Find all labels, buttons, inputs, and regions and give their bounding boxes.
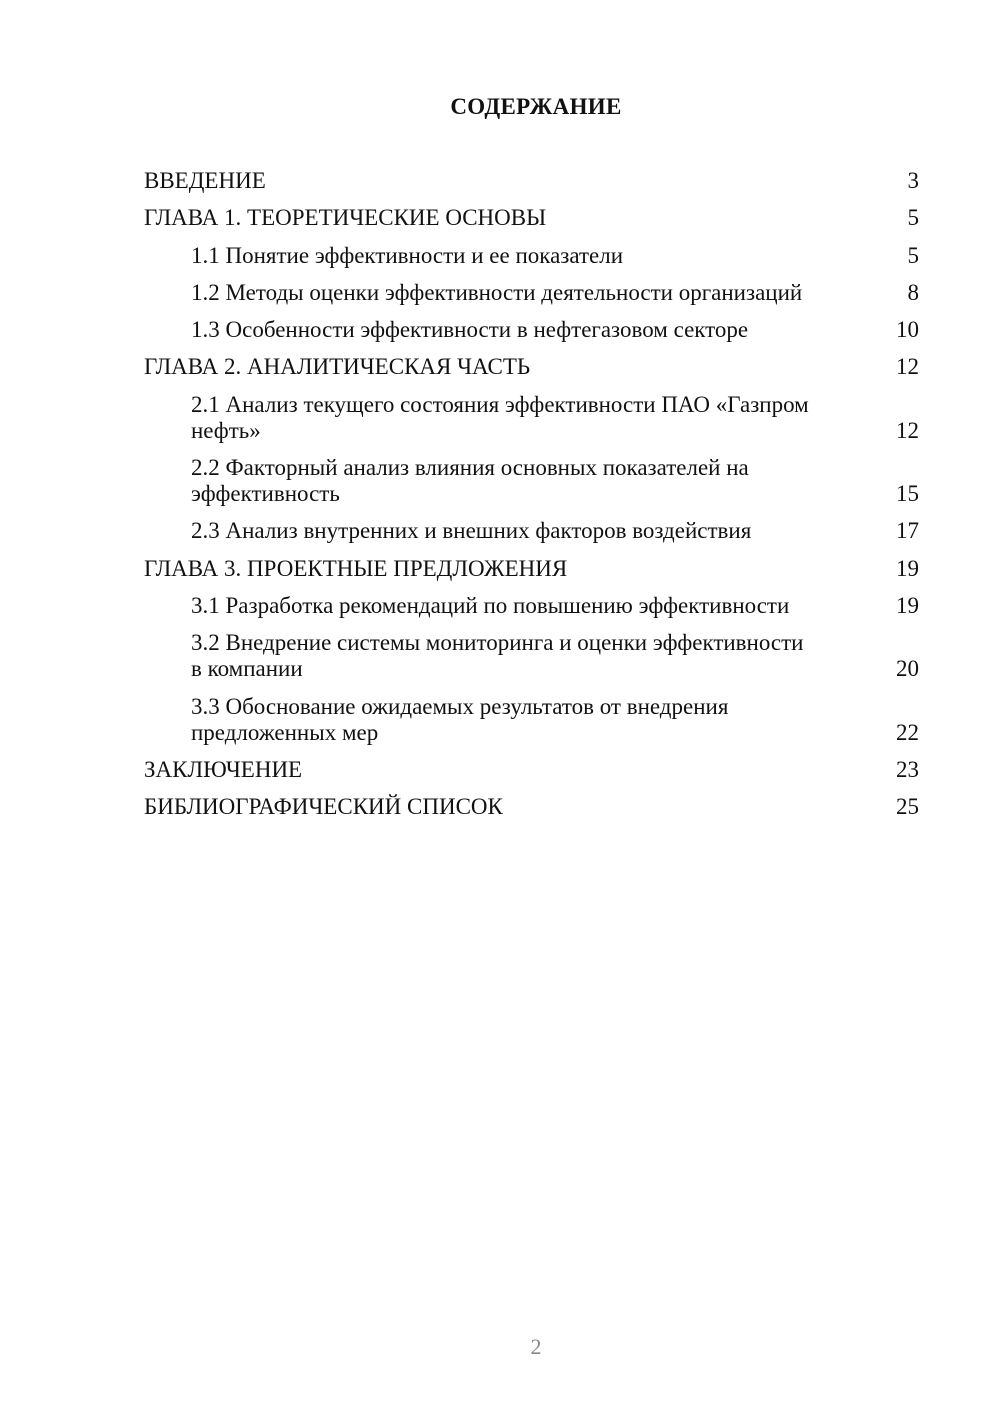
toc-entry-text: 1.1 Понятие эффективности и ее показатели xyxy=(191,242,624,268)
toc-entry-section-3-2[interactable] xyxy=(144,630,919,682)
toc-entry-page: 3 xyxy=(907,168,919,193)
toc-entry-page: 5 xyxy=(907,242,919,268)
toc-entry-page: 15 xyxy=(896,481,919,507)
toc-title: СОДЕРЖАНИЕ xyxy=(450,94,622,119)
toc-entry-page: 22 xyxy=(896,719,919,745)
toc-entry-section-1-2[interactable] xyxy=(144,280,919,306)
toc-entry-text: 3.1 Разработка рекомендаций по повышению эффективности xyxy=(191,592,790,618)
page-number: 2 xyxy=(530,1334,542,1359)
toc-entry-page: 8 xyxy=(907,279,919,305)
toc-entry-text: 3.2 Внедрение системы мониторинга и оценки эффективности в компании xyxy=(191,630,804,682)
toc-entry-section-2-1[interactable] xyxy=(144,392,919,444)
toc-entry-text: ГЛАВА 1. ТЕОРЕТИЧЕСКИЕ ОСНОВЫ xyxy=(144,205,547,231)
toc-entry-text: ЗАКЛЮЧЕНИЕ xyxy=(144,756,303,782)
toc-entry-page: 12 xyxy=(896,417,919,443)
toc-entry-page: 17 xyxy=(896,518,919,544)
toc-entry-page: 19 xyxy=(896,592,919,618)
toc-entry-text: 2.3 Анализ внутренних и внешних факторов воздействия xyxy=(191,518,752,544)
toc-entry-chapter-1[interactable] xyxy=(144,205,919,231)
toc-entry-text: ВВЕДЕНИЕ xyxy=(144,168,266,193)
toc-entry-page: 5 xyxy=(907,205,919,231)
toc-entry-section-1-3[interactable] xyxy=(144,317,919,343)
toc-entry-text: ГЛАВА 2. АНАЛИТИЧЕСКАЯ ЧАСТЬ xyxy=(144,354,531,380)
toc-entry-text: 1.2 Методы оценки эффективности деятельности организаций xyxy=(191,279,803,305)
toc-entry-text: БИБЛИОГРАФИЧЕСКИЙ СПИСОК xyxy=(144,794,503,820)
toc-entry-text: 2.2 Факторный анализ влияния основных показателей на эффективность xyxy=(191,455,749,507)
toc-entry-section-1-1[interactable] xyxy=(144,243,919,269)
toc-entry-text: ГЛАВА 3. ПРОЕКТНЫЕ ПРЕДЛОЖЕНИЯ xyxy=(144,555,568,581)
toc-entry-chapter-2[interactable] xyxy=(144,354,919,380)
toc-entry-section-3-1[interactable] xyxy=(144,593,919,619)
toc-entry-chapter-3[interactable] xyxy=(144,556,919,582)
toc-entry-conclusion[interactable] xyxy=(144,757,919,783)
toc-entry-text: 1.3 Особенности эффективности в нефтегазовом секторе xyxy=(191,317,749,343)
toc-entry-page: 20 xyxy=(896,656,919,682)
toc-entry-page: 12 xyxy=(896,354,919,380)
toc-entry-page: 25 xyxy=(896,794,919,820)
toc-entry-text: 3.3 Обоснование ожидаемых результатов от внедрения предложенных мер xyxy=(191,693,729,745)
toc-entry-text: 2.1 Анализ текущего состояния эффективности ПАО «Газпром нефть» xyxy=(191,391,809,443)
toc-entry-page: 10 xyxy=(896,317,919,343)
toc-entry-introduction[interactable] xyxy=(144,168,919,194)
table-of-contents xyxy=(144,168,919,831)
toc-entry-section-2-2[interactable] xyxy=(144,455,919,507)
toc-entry-page: 23 xyxy=(896,756,919,782)
toc-entry-section-3-3[interactable] xyxy=(144,694,919,746)
toc-entry-section-2-3[interactable] xyxy=(144,518,919,544)
toc-entry-page: 19 xyxy=(896,555,919,581)
toc-entry-bibliography[interactable] xyxy=(144,794,919,820)
